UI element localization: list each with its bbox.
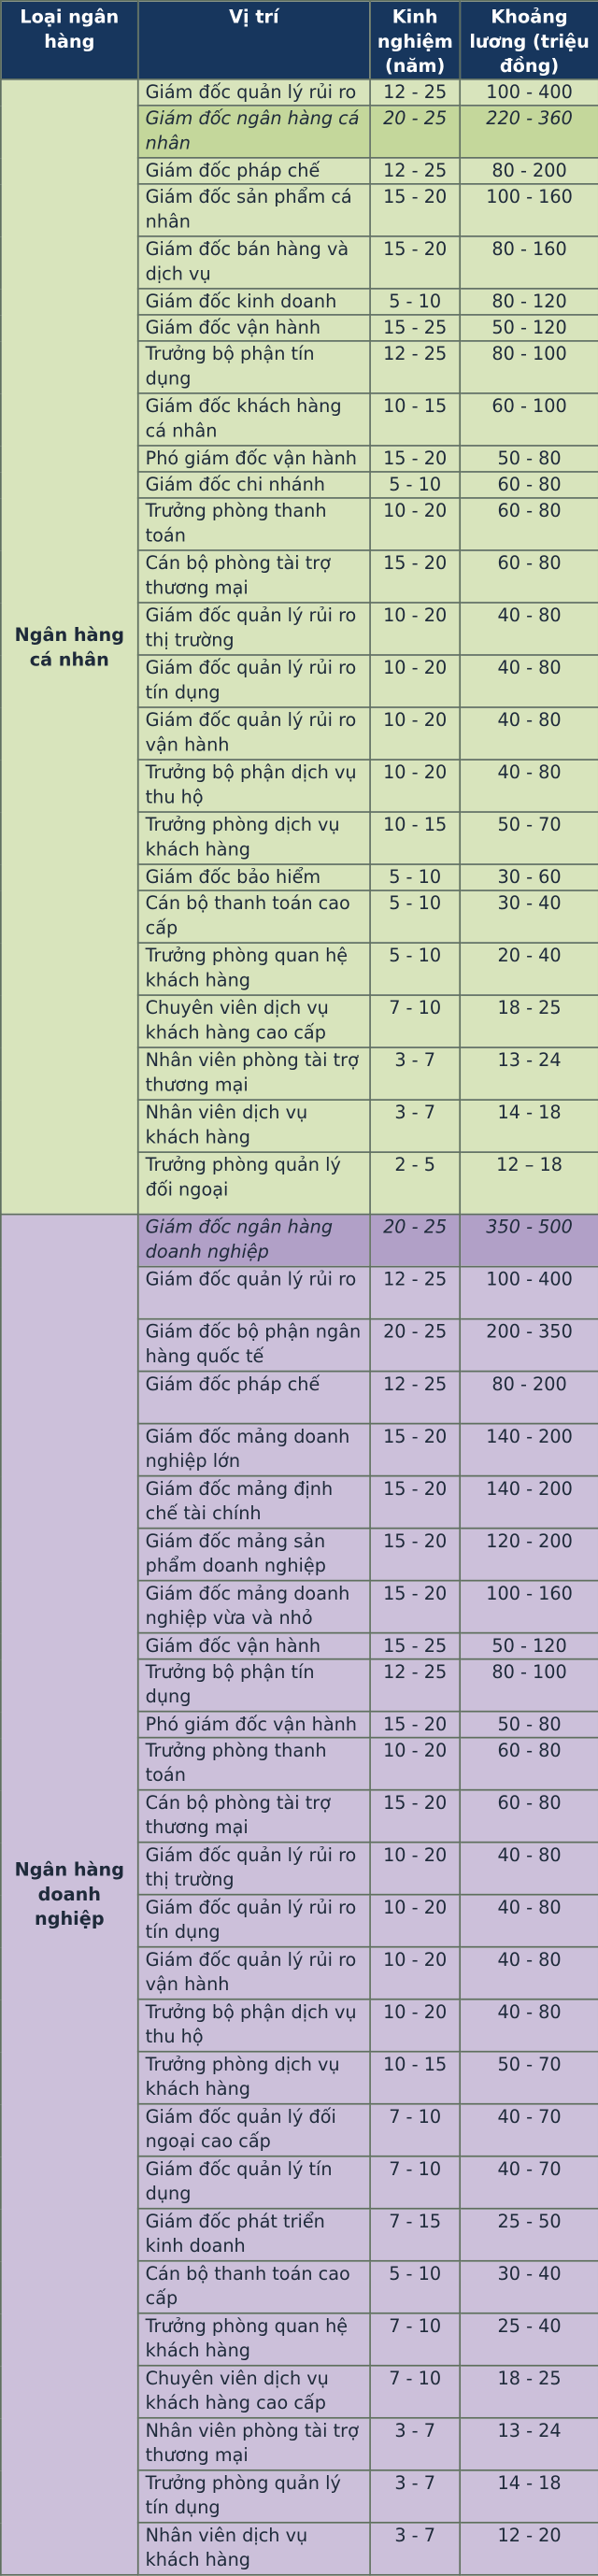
experience-cell: 10 - 20: [370, 603, 460, 655]
salary-cell: 80 - 200: [460, 1372, 598, 1424]
position-cell: Trưởng phòng dịch vụ khách hàng: [138, 812, 370, 864]
position-cell: Giám đốc quản lý rủi ro thị trường: [138, 603, 370, 655]
experience-cell: 7 - 10: [370, 995, 460, 1047]
position-cell: Giám đốc bán hàng và dịch vụ: [138, 236, 370, 289]
position-cell: Giám đốc bảo hiểm: [138, 864, 370, 890]
salary-cell: 80 - 100: [460, 341, 598, 393]
salary-cell: 40 - 80: [460, 760, 598, 812]
position-cell: Giám đốc vận hành: [138, 1633, 370, 1659]
experience-cell: 10 - 15: [370, 393, 460, 446]
experience-cell: 15 - 20: [370, 1581, 460, 1633]
experience-cell: 10 - 15: [370, 812, 460, 864]
salary-cell: 200 - 350: [460, 1319, 598, 1372]
experience-cell: 12 - 25: [370, 79, 460, 106]
position-cell: Giám đốc bộ phận ngân hàng quốc tế: [138, 1319, 370, 1372]
experience-cell: 12 - 25: [370, 1372, 460, 1424]
salary-cell: 40 - 80: [460, 1947, 598, 2000]
position-cell: Giám đốc chi nhánh: [138, 472, 370, 498]
salary-cell: 100 - 400: [460, 79, 598, 106]
position-cell: Trưởng phòng quan hệ khách hàng: [138, 943, 370, 995]
salary-cell: 40 - 80: [460, 1843, 598, 1895]
position-cell: Trưởng bộ phận dịch vụ thu hộ: [138, 2000, 370, 2052]
table-row: [1, 79, 598, 106]
experience-cell: 7 - 10: [370, 2156, 460, 2209]
salary-cell: 18 - 25: [460, 995, 598, 1047]
experience-cell: 3 - 7: [370, 2418, 460, 2470]
salary-cell: 18 - 25: [460, 2366, 598, 2418]
position-cell: Giám đốc quản lý rủi ro: [138, 79, 370, 106]
experience-cell: 5 - 10: [370, 289, 460, 315]
experience-cell: 12 - 25: [370, 341, 460, 393]
position-cell: Phó giám đốc vận hành: [138, 1712, 370, 1738]
salary-cell: 80 - 160: [460, 236, 598, 289]
position-cell: Nhân viên dịch vụ khách hàng: [138, 1100, 370, 1152]
position-cell: Trưởng phòng thanh toán: [138, 498, 370, 550]
experience-cell: 15 - 20: [370, 550, 460, 603]
position-cell: Giám đốc quản lý rủi ro tín dụng: [138, 1895, 370, 1947]
position-cell: Trưởng phòng thanh toán: [138, 1738, 370, 1790]
experience-cell: 15 - 20: [370, 1476, 460, 1529]
salary-cell: 60 - 80: [460, 498, 598, 550]
salary-cell: 60 - 80: [460, 550, 598, 603]
experience-cell: 10 - 20: [370, 1947, 460, 2000]
position-cell: Nhân viên dịch vụ khách hàng: [138, 2523, 370, 2575]
salary-cell: 140 - 200: [460, 1424, 598, 1476]
experience-cell: 10 - 20: [370, 707, 460, 760]
position-cell: Giám đốc quản lý rủi ro tín dụng: [138, 655, 370, 707]
position-cell: Giám đốc quản lý rủi ro vận hành: [138, 707, 370, 760]
salary-cell: 40 - 80: [460, 1895, 598, 1947]
experience-cell: 10 - 20: [370, 2000, 460, 2052]
position-cell: Phó giám đốc vận hành: [138, 446, 370, 472]
salary-cell: 40 - 80: [460, 707, 598, 760]
position-cell: Cán bộ phòng tài trợ thương mại: [138, 550, 370, 603]
experience-cell: 15 - 25: [370, 1633, 460, 1659]
salary-cell: 60 - 80: [460, 1738, 598, 1790]
category-cell: Ngân hàng cá nhân: [1, 79, 138, 1215]
experience-cell: 7 - 10: [370, 2104, 460, 2156]
experience-cell: 20 - 25: [370, 106, 460, 158]
position-cell: Giám đốc quản lý rủi ro: [138, 1267, 370, 1319]
experience-cell: 15 - 20: [370, 1424, 460, 1476]
salary-cell: 100 - 160: [460, 184, 598, 236]
experience-cell: 10 - 20: [370, 1895, 460, 1947]
position-cell: Chuyên viên dịch vụ khách hàng cao cấp: [138, 2366, 370, 2418]
header-salary: Khoảng lương (triệu đồng): [460, 1, 598, 79]
experience-cell: 15 - 20: [370, 236, 460, 289]
experience-cell: 15 - 25: [370, 315, 460, 341]
position-cell: Trưởng bộ phận tín dụng: [138, 1659, 370, 1712]
salary-cell: 50 - 120: [460, 315, 598, 341]
experience-cell: 12 - 25: [370, 158, 460, 184]
salary-cell: 30 - 40: [460, 2261, 598, 2313]
salary-cell: 25 - 50: [460, 2209, 598, 2261]
position-cell: Giám đốc mảng doanh nghiệp lớn: [138, 1424, 370, 1476]
position-cell: Giám đốc pháp chế: [138, 1372, 370, 1424]
salary-cell: 50 - 70: [460, 812, 598, 864]
salary-cell: 30 - 40: [460, 890, 598, 943]
table-row: [1, 1215, 598, 1267]
position-cell: Trưởng phòng quản lý đối ngoại: [138, 1152, 370, 1215]
table-header-row: [1, 1, 598, 79]
position-cell: Trưởng bộ phận tín dụng: [138, 341, 370, 393]
experience-cell: 10 - 15: [370, 2052, 460, 2104]
salary-cell: 350 - 500: [460, 1215, 598, 1267]
salary-cell: 100 - 160: [460, 1581, 598, 1633]
experience-cell: 10 - 20: [370, 760, 460, 812]
experience-cell: 15 - 20: [370, 1529, 460, 1581]
position-cell: Chuyên viên dịch vụ khách hàng cao cấp: [138, 995, 370, 1047]
experience-cell: 5 - 10: [370, 890, 460, 943]
header-category: Loại ngân hàng: [1, 1, 138, 79]
position-cell: Trưởng phòng quan hệ khách hàng: [138, 2313, 370, 2366]
experience-cell: 7 - 10: [370, 2313, 460, 2366]
position-cell: Giám đốc kinh doanh: [138, 289, 370, 315]
position-cell: Giám đốc quản lý đối ngoại cao cấp: [138, 2104, 370, 2156]
salary-cell: 80 - 100: [460, 1659, 598, 1712]
table-body: [1, 79, 598, 2575]
position-cell: Trưởng phòng quản lý tín dụng: [138, 2470, 370, 2523]
experience-cell: 15 - 20: [370, 446, 460, 472]
experience-cell: 12 - 25: [370, 1659, 460, 1712]
salary-cell: 80 - 200: [460, 158, 598, 184]
salary-cell: 30 - 60: [460, 864, 598, 890]
position-cell: Nhân viên phòng tài trợ thương mại: [138, 1047, 370, 1100]
experience-cell: 5 - 10: [370, 864, 460, 890]
position-cell: Cán bộ thanh toán cao cấp: [138, 2261, 370, 2313]
experience-cell: 7 - 10: [370, 2366, 460, 2418]
position-cell: Giám đốc khách hàng cá nhân: [138, 393, 370, 446]
experience-cell: 5 - 10: [370, 943, 460, 995]
position-cell: Giám đốc quản lý rủi ro thị trường: [138, 1843, 370, 1895]
salary-cell: 40 - 80: [460, 2000, 598, 2052]
experience-cell: 12 - 25: [370, 1267, 460, 1319]
position-cell: Giám đốc phát triển kinh doanh: [138, 2209, 370, 2261]
salary-cell: 50 - 120: [460, 1633, 598, 1659]
experience-cell: 15 - 20: [370, 1790, 460, 1843]
position-cell: Trưởng phòng dịch vụ khách hàng: [138, 2052, 370, 2104]
salary-cell: 14 - 18: [460, 2470, 598, 2523]
experience-cell: 10 - 20: [370, 1738, 460, 1790]
experience-cell: 3 - 7: [370, 1047, 460, 1100]
position-cell: Giám đốc sản phẩm cá nhân: [138, 184, 370, 236]
position-cell: Giám đốc mảng doanh nghiệp vừa và nhỏ: [138, 1581, 370, 1633]
experience-cell: 15 - 20: [370, 184, 460, 236]
experience-cell: 15 - 20: [370, 1712, 460, 1738]
salary-cell: 120 - 200: [460, 1529, 598, 1581]
position-cell: Giám đốc ngân hàng cá nhân: [138, 106, 370, 158]
experience-cell: 7 - 15: [370, 2209, 460, 2261]
experience-cell: 5 - 10: [370, 2261, 460, 2313]
category-cell: Ngân hàng doanh nghiệp: [1, 1215, 138, 2575]
position-cell: Giám đốc mảng định chế tài chính: [138, 1476, 370, 1529]
position-cell: Giám đốc vận hành: [138, 315, 370, 341]
position-cell: Giám đốc quản lý rủi ro vận hành: [138, 1947, 370, 2000]
experience-cell: 20 - 25: [370, 1215, 460, 1267]
position-cell: Cán bộ thanh toán cao cấp: [138, 890, 370, 943]
salary-cell: 13 - 24: [460, 2418, 598, 2470]
salary-cell: 13 - 24: [460, 1047, 598, 1100]
salary-cell: 12 – 18: [460, 1152, 598, 1215]
salary-cell: 40 - 80: [460, 603, 598, 655]
salary-cell: 60 - 100: [460, 393, 598, 446]
salary-cell: 140 - 200: [460, 1476, 598, 1529]
salary-cell: 25 - 40: [460, 2313, 598, 2366]
salary-cell: 50 - 70: [460, 2052, 598, 2104]
salary-cell: 12 - 20: [460, 2523, 598, 2575]
experience-cell: 3 - 7: [370, 2470, 460, 2523]
experience-cell: 10 - 20: [370, 1843, 460, 1895]
position-cell: Nhân viên phòng tài trợ thương mại: [138, 2418, 370, 2470]
position-cell: Giám đốc mảng sản phẩm doanh nghiệp: [138, 1529, 370, 1581]
experience-cell: 10 - 20: [370, 655, 460, 707]
position-cell: Giám đốc quản lý tín dụng: [138, 2156, 370, 2209]
experience-cell: 3 - 7: [370, 1100, 460, 1152]
salary-cell: 60 - 80: [460, 472, 598, 498]
salary-cell: 50 - 80: [460, 446, 598, 472]
salary-cell: 50 - 80: [460, 1712, 598, 1738]
experience-cell: 10 - 20: [370, 498, 460, 550]
salary-cell: 60 - 80: [460, 1790, 598, 1843]
header-experience: Kinh nghiệm (năm): [370, 1, 460, 79]
salary-cell: 80 - 120: [460, 289, 598, 315]
salary-cell: 40 - 70: [460, 2104, 598, 2156]
experience-cell: 20 - 25: [370, 1319, 460, 1372]
experience-cell: 2 - 5: [370, 1152, 460, 1215]
position-cell: Cán bộ phòng tài trợ thương mại: [138, 1790, 370, 1843]
position-cell: Giám đốc pháp chế: [138, 158, 370, 184]
salary-cell: 40 - 80: [460, 655, 598, 707]
salary-cell: 40 - 70: [460, 2156, 598, 2209]
salary-cell: 14 - 18: [460, 1100, 598, 1152]
experience-cell: 5 - 10: [370, 472, 460, 498]
experience-cell: 3 - 7: [370, 2523, 460, 2575]
position-cell: Trưởng bộ phận dịch vụ thu hộ: [138, 760, 370, 812]
salary-cell: 220 - 360: [460, 106, 598, 158]
position-cell: Giám đốc ngân hàng doanh nghiệp: [138, 1215, 370, 1267]
header-position: Vị trí: [138, 1, 370, 79]
salary-cell: 100 - 400: [460, 1267, 598, 1319]
salary-cell: 20 - 40: [460, 943, 598, 995]
